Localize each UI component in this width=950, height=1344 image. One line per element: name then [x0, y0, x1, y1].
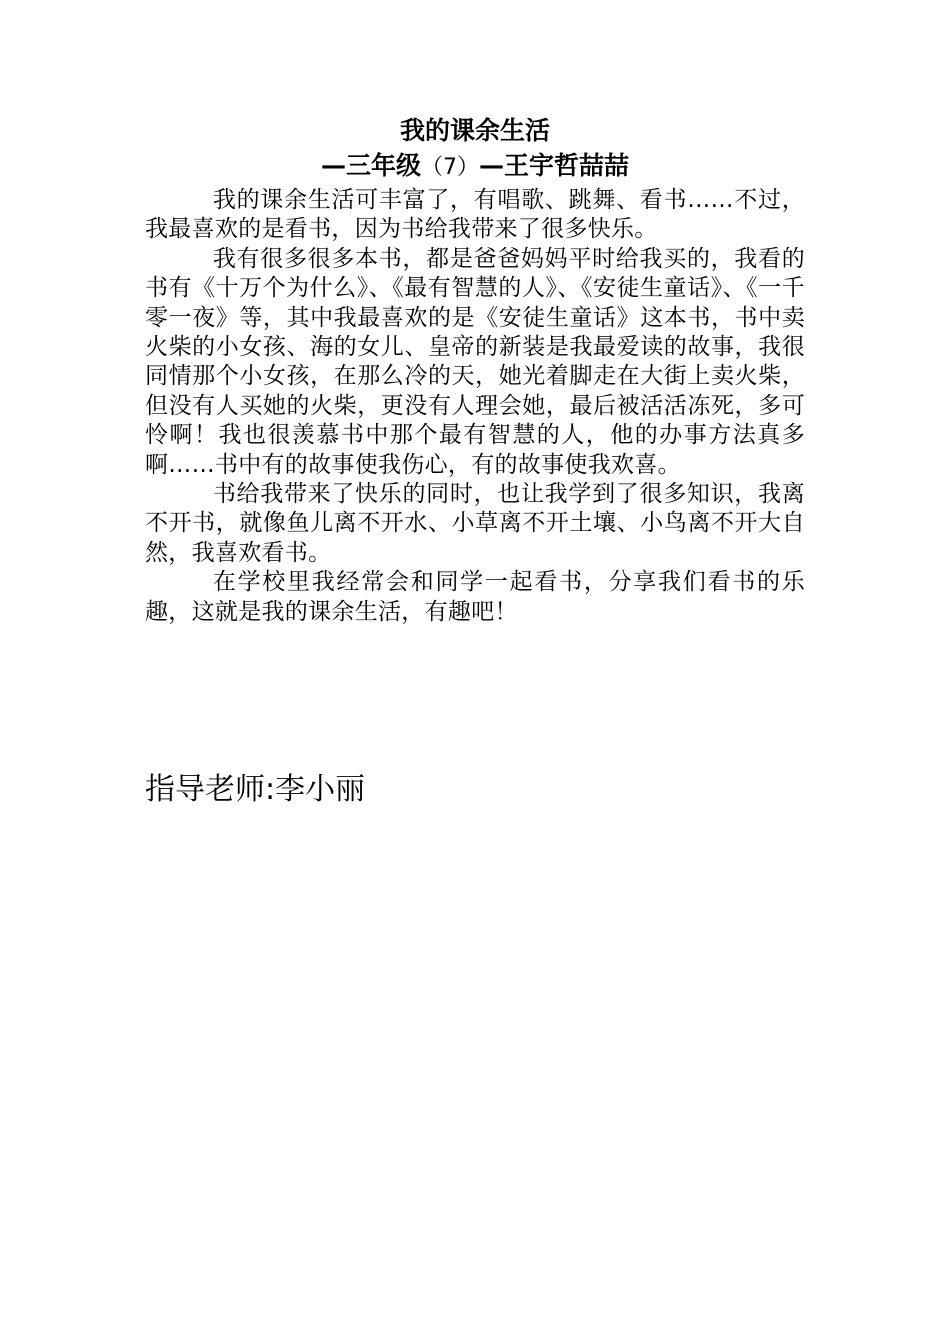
essay-body [145, 186, 805, 627]
class-number: （7） [421, 155, 479, 180]
essay-paragraph: 在学校里我经常会和同学一起看书，分享我们看书的乐趣，这就是我的课余生活，有趣吧！ [145, 569, 805, 625]
grade-label: —三年级 [320, 151, 421, 180]
essay-paragraph: 书给我带来了快乐的同时，也让我学到了很多知识，我离不开书，就像鱼儿离不开水、小草离不开土壤、小鸟离不开大自然，我喜欢看书。 [145, 481, 805, 566]
essay-byline [145, 148, 805, 186]
essay-title: 我的课余生活 [399, 116, 550, 145]
author-name: —王宇哲喆喆 [479, 151, 630, 180]
essay-paragraph: 我的课余生活可丰富了，有唱歌、跳舞、看书……不过，我最喜欢的是看书，因为书给我带来了很多快乐。 [145, 187, 805, 243]
essay-paragraph: 我有很多很多本书，都是爸爸妈妈平时给我买的，我看的书有《十万个为什么》、《最有智慧的人》、《安徒生童话》、《一千零一夜》等，其中我最喜欢的是《安徒生童话》这本书，书中卖火柴的小女孩、海的女儿、皇帝的新装是我最爱读的故事，我很同情那个小女孩，在那么冷的天，她光着脚走在大街上卖火柴，但没有人买她的火柴，更没有人理会她，最后被活活冻死，多可怜啊！我也很羡慕书中那个最有智慧的人，他的办事方法真多啊……书中有的故事使我伤心，有的故事使我欢喜。 [145, 245, 805, 478]
instructor-credit: 指导老师:李小丽 [145, 772, 366, 807]
